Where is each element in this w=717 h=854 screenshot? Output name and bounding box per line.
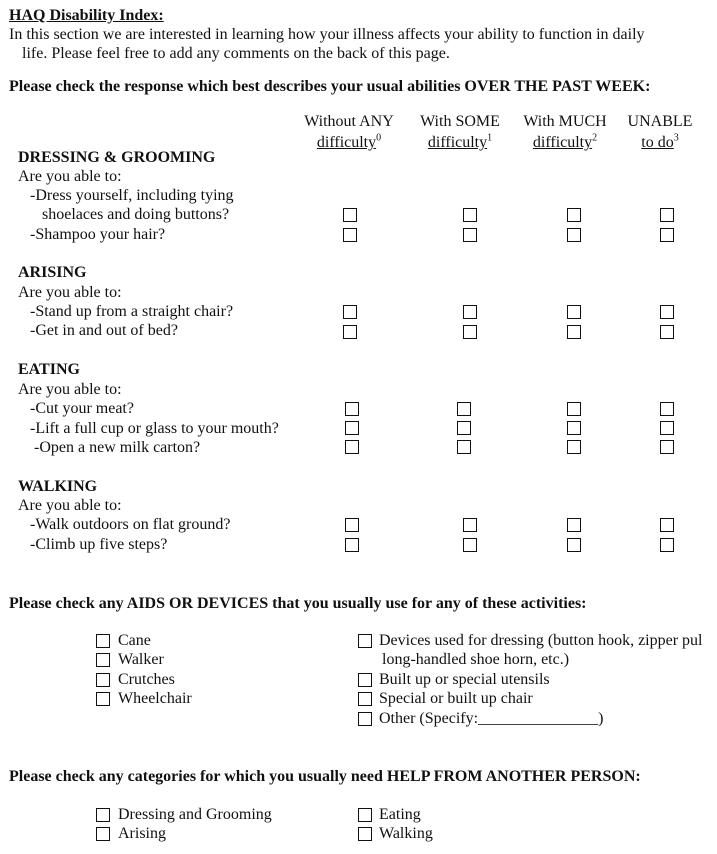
checkbox-aid-chair[interactable] bbox=[358, 692, 372, 706]
checkbox-bed-with-much[interactable] bbox=[567, 325, 581, 339]
checkbox-climb-with-much[interactable] bbox=[567, 538, 581, 552]
question-get-in-out-bed: -Get in and out of bed? bbox=[30, 322, 178, 339]
checkbox-aid-walker[interactable] bbox=[96, 653, 110, 667]
checkbox-bed-unable[interactable] bbox=[660, 325, 674, 339]
column-header-without-any: Without ANY difficulty$^0$ bbox=[304, 113, 394, 151]
question-climb-steps: -Climb up five steps? bbox=[30, 536, 168, 553]
checkbox-walk-with-much[interactable] bbox=[567, 518, 581, 532]
aid-label-wheelchair: Wheelchair bbox=[118, 690, 192, 707]
aid-label-other: Other (Specify:_______________) bbox=[379, 710, 604, 727]
section-heading-dressing-grooming: DRESSING & GROOMING bbox=[18, 149, 216, 166]
checkbox-dress-without-any[interactable] bbox=[343, 208, 357, 222]
question-dress-yourself-continued: shoelaces and doing buttons? bbox=[42, 206, 230, 223]
aid-label-cane: Cane bbox=[118, 632, 151, 649]
aid-label-crutches: Crutches bbox=[118, 671, 175, 688]
aid-label-walker: Walker bbox=[118, 651, 164, 668]
checkbox-stand-with-some[interactable] bbox=[463, 305, 477, 319]
checkbox-cut-meat-unable[interactable] bbox=[660, 402, 674, 416]
checkbox-dress-with-much[interactable] bbox=[567, 208, 581, 222]
section-heading-eating: EATING bbox=[18, 361, 80, 378]
question-shampoo-hair: -Shampoo your hair? bbox=[30, 226, 166, 243]
aids-devices-heading: Please check any AIDS OR DEVICES that you usually use for any of these activities: bbox=[9, 595, 587, 612]
section-prompt: Are you able to: bbox=[18, 381, 122, 398]
checkbox-lift-cup-with-some[interactable] bbox=[457, 421, 471, 435]
section-heading-walking: WALKING bbox=[18, 478, 98, 495]
question-open-milk-carton: -Open a new milk carton? bbox=[34, 439, 201, 456]
checkbox-cut-meat-with-some[interactable] bbox=[457, 402, 471, 416]
checkbox-walk-without-any[interactable] bbox=[345, 518, 359, 532]
checkbox-shampoo-without-any[interactable] bbox=[343, 228, 357, 242]
checkbox-walk-with-some[interactable] bbox=[463, 518, 477, 532]
question-walk-outdoors: -Walk outdoors on flat ground? bbox=[30, 516, 231, 533]
instruction-text: Please check the response which best describes your usual abilities OVER THE PAST WEEK: bbox=[9, 78, 651, 95]
question-dress-yourself: -Dress yourself, including tying bbox=[30, 187, 234, 204]
help-heading: Please check any categories for which you usually need HELP FROM ANOTHER PERSON: bbox=[9, 768, 641, 785]
column-header-with-some: With SOME difficulty$^1$ bbox=[420, 113, 500, 151]
help-label-walking: Walking bbox=[379, 825, 433, 842]
question-stand-up: -Stand up from a straight chair? bbox=[30, 303, 234, 320]
checkbox-bed-with-some[interactable] bbox=[463, 325, 477, 339]
aid-label-utensils: Built up or special utensils bbox=[379, 671, 550, 688]
section-prompt: Are you able to: bbox=[18, 284, 122, 301]
help-label-arising: Arising bbox=[118, 825, 166, 842]
checkbox-aid-dressing-devices[interactable] bbox=[358, 634, 372, 648]
intro-text-line-2: life. Please feel free to add any comments on the back of this page. bbox=[22, 45, 450, 62]
column-header-with-much: With MUCH difficulty$^2$ bbox=[523, 113, 607, 151]
checkbox-bed-without-any[interactable] bbox=[343, 325, 357, 339]
checkbox-help-dressing-grooming[interactable] bbox=[96, 808, 110, 822]
checkbox-stand-unable[interactable] bbox=[660, 305, 674, 319]
checkbox-walk-unable[interactable] bbox=[660, 518, 674, 532]
checkbox-shampoo-with-much[interactable] bbox=[567, 228, 581, 242]
form-title: HAQ Disability Index: bbox=[9, 7, 164, 24]
column-header-unable: UNABLE to $do^3$ bbox=[627, 113, 693, 151]
checkbox-lift-cup-unable[interactable] bbox=[660, 421, 674, 435]
checkbox-aid-cane[interactable] bbox=[96, 634, 110, 648]
intro-text-line-1: In this section we are interested in learning how your illness affects your ability to function in daily bbox=[9, 26, 645, 43]
checkbox-shampoo-with-some[interactable] bbox=[463, 228, 477, 242]
checkbox-shampoo-unable[interactable] bbox=[660, 228, 674, 242]
checkbox-cut-meat-without-any[interactable] bbox=[345, 402, 359, 416]
checkbox-lift-cup-without-any[interactable] bbox=[345, 421, 359, 435]
checkbox-lift-cup-with-much[interactable] bbox=[567, 421, 581, 435]
section-heading-arising: ARISING bbox=[18, 264, 87, 281]
checkbox-help-walking[interactable] bbox=[358, 827, 372, 841]
aid-label-chair: Special or built up chair bbox=[379, 690, 533, 707]
checkbox-aid-utensils[interactable] bbox=[358, 673, 372, 687]
help-label-eating: Eating bbox=[379, 806, 421, 823]
checkbox-dress-unable[interactable] bbox=[660, 208, 674, 222]
checkbox-aid-crutches[interactable] bbox=[96, 673, 110, 687]
checkbox-cut-meat-with-much[interactable] bbox=[567, 402, 581, 416]
checkbox-milk-carton-unable[interactable] bbox=[660, 440, 674, 454]
checkbox-stand-with-much[interactable] bbox=[567, 305, 581, 319]
checkbox-dress-with-some[interactable] bbox=[463, 208, 477, 222]
checkbox-aid-wheelchair[interactable] bbox=[96, 692, 110, 706]
aid-label-dressing-devices: Devices used for dressing (button hook, zipper pul bbox=[379, 632, 703, 649]
question-cut-meat: -Cut your meat? bbox=[30, 400, 134, 417]
section-prompt: Are you able to: bbox=[18, 168, 122, 185]
checkbox-climb-without-any[interactable] bbox=[345, 538, 359, 552]
section-prompt: Are you able to: bbox=[18, 497, 122, 514]
checkbox-climb-unable[interactable] bbox=[660, 538, 674, 552]
checkbox-help-eating[interactable] bbox=[358, 808, 372, 822]
checkbox-milk-carton-with-much[interactable] bbox=[567, 440, 581, 454]
checkbox-milk-carton-with-some[interactable] bbox=[457, 440, 471, 454]
checkbox-milk-carton-without-any[interactable] bbox=[345, 440, 359, 454]
checkbox-stand-without-any[interactable] bbox=[343, 305, 357, 319]
checkbox-climb-with-some[interactable] bbox=[463, 538, 477, 552]
checkbox-aid-other[interactable] bbox=[358, 712, 372, 726]
question-lift-cup: -Lift a full cup or glass to your mouth? bbox=[30, 420, 279, 437]
aid-label-dressing-devices-continued: long-handled shoe horn, etc.) bbox=[382, 651, 570, 668]
help-label-dressing-grooming: Dressing and Grooming bbox=[118, 806, 272, 823]
checkbox-help-arising[interactable] bbox=[96, 827, 110, 841]
